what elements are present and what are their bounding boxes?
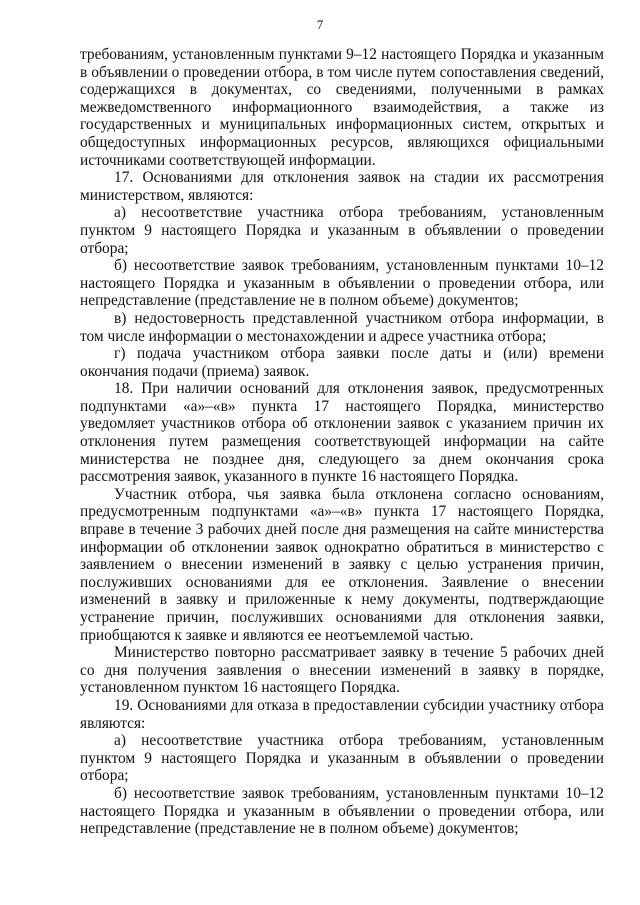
paragraph-continuation: требованиям, установленным пунктами 9–12 настоящего Порядка и указанным в объявлении о проведении отбора, в том числе путем сопоставления сведений, содержащихся в документах, со сведениями, полученными в рамках межведомственного информационного взаимодействия, а также из государственных и муниципальных информационных систем, открытых и общедоступных информационных ресурсов, являющихся официальными источниками соответствующей информации. (80, 46, 604, 169)
paragraph-clause-18: 18. При наличии оснований для отклонения заявок, предусмотренных подпунктами «а»–«в» пункта 17 настоящего Порядка, министерство уведомляет участников отбора об отклонении заявок с указанием причин их отклонения путем размещения соответствующей информации на сайте министерства не позднее дня, следующего за днем окончания срока рассмотрения заявок, указанного в пункте 16 настоящего Порядка. (80, 380, 604, 486)
paragraph-clause-18-participant: Участник отбора, чья заявка была отклонена согласно основаниям, предусмотренным подпунктами «а»–«в» пункта 17 настоящего Порядка, вправе в течение 3 рабочих дней после дня размещения на сайте министерства информации об отклонении заявок однократно обратиться в министерство с заявлением о внесении изменений в заявку с целью устранения причин, послуживших основаниями для ее отклонения. Заявление о внесении изменений в заявку и приложенные к нему документы, подтверждающие устранение причин, послуживших основаниями для отклонения заявки, приобщаются к заявке и являются ее неотъемлемой частью. (80, 485, 604, 644)
page-number: 7 (316, 17, 324, 32)
paragraph-clause-17-v: в) недостоверность представленной участником отбора информации, в том числе информации о местонахождении и адресе участника отбора; (80, 309, 604, 345)
paragraph-clause-17-g: г) подача участником отбора заявки после даты и (или) времени окончания подачи (приема) заявок. (80, 345, 604, 380)
paragraph-clause-17: 17. Основаниями для отклонения заявок на стадии их рассмотрения министерством, являются: (80, 169, 604, 204)
paragraph-clause-17-b: б) несоответствие заявок требованиям, установленным пунктами 10–12 настоящего Порядка и указанным в объявлении о проведении отбора, или непредставление (представление не в полном объеме) документов; (80, 257, 604, 310)
paragraph-clause-19-b: б) несоответствие заявок требованиям, установленным пунктами 10–12 настоящего Порядка и указанным в объявлении о проведении отбора, или непредставление (представление не в полном объеме) документов; (80, 784, 604, 838)
paragraph-clause-19: 19. Основаниями для отказа в предоставлении субсидии участнику отбора являются: (80, 696, 604, 732)
paragraph-clause-17-a: а) несоответствие участника отбора требованиям, установленным пунктом 9 настоящего Порядка и указанным в объявлении о проведении отбора; (80, 204, 604, 257)
paragraph-clause-18-ministry: Министерство повторно рассматривает заявку в течение 5 рабочих дней со дня получения заявления о внесении изменений в заявку в порядке, установленном пунктом 16 настоящего Порядка. (80, 644, 604, 697)
document-body (80, 46, 604, 838)
paragraph-clause-19-a: а) несоответствие участника отбора требованиям, установленным пунктом 9 настоящего Порядка и указанным в объявлении о проведении отбора; (80, 732, 604, 785)
